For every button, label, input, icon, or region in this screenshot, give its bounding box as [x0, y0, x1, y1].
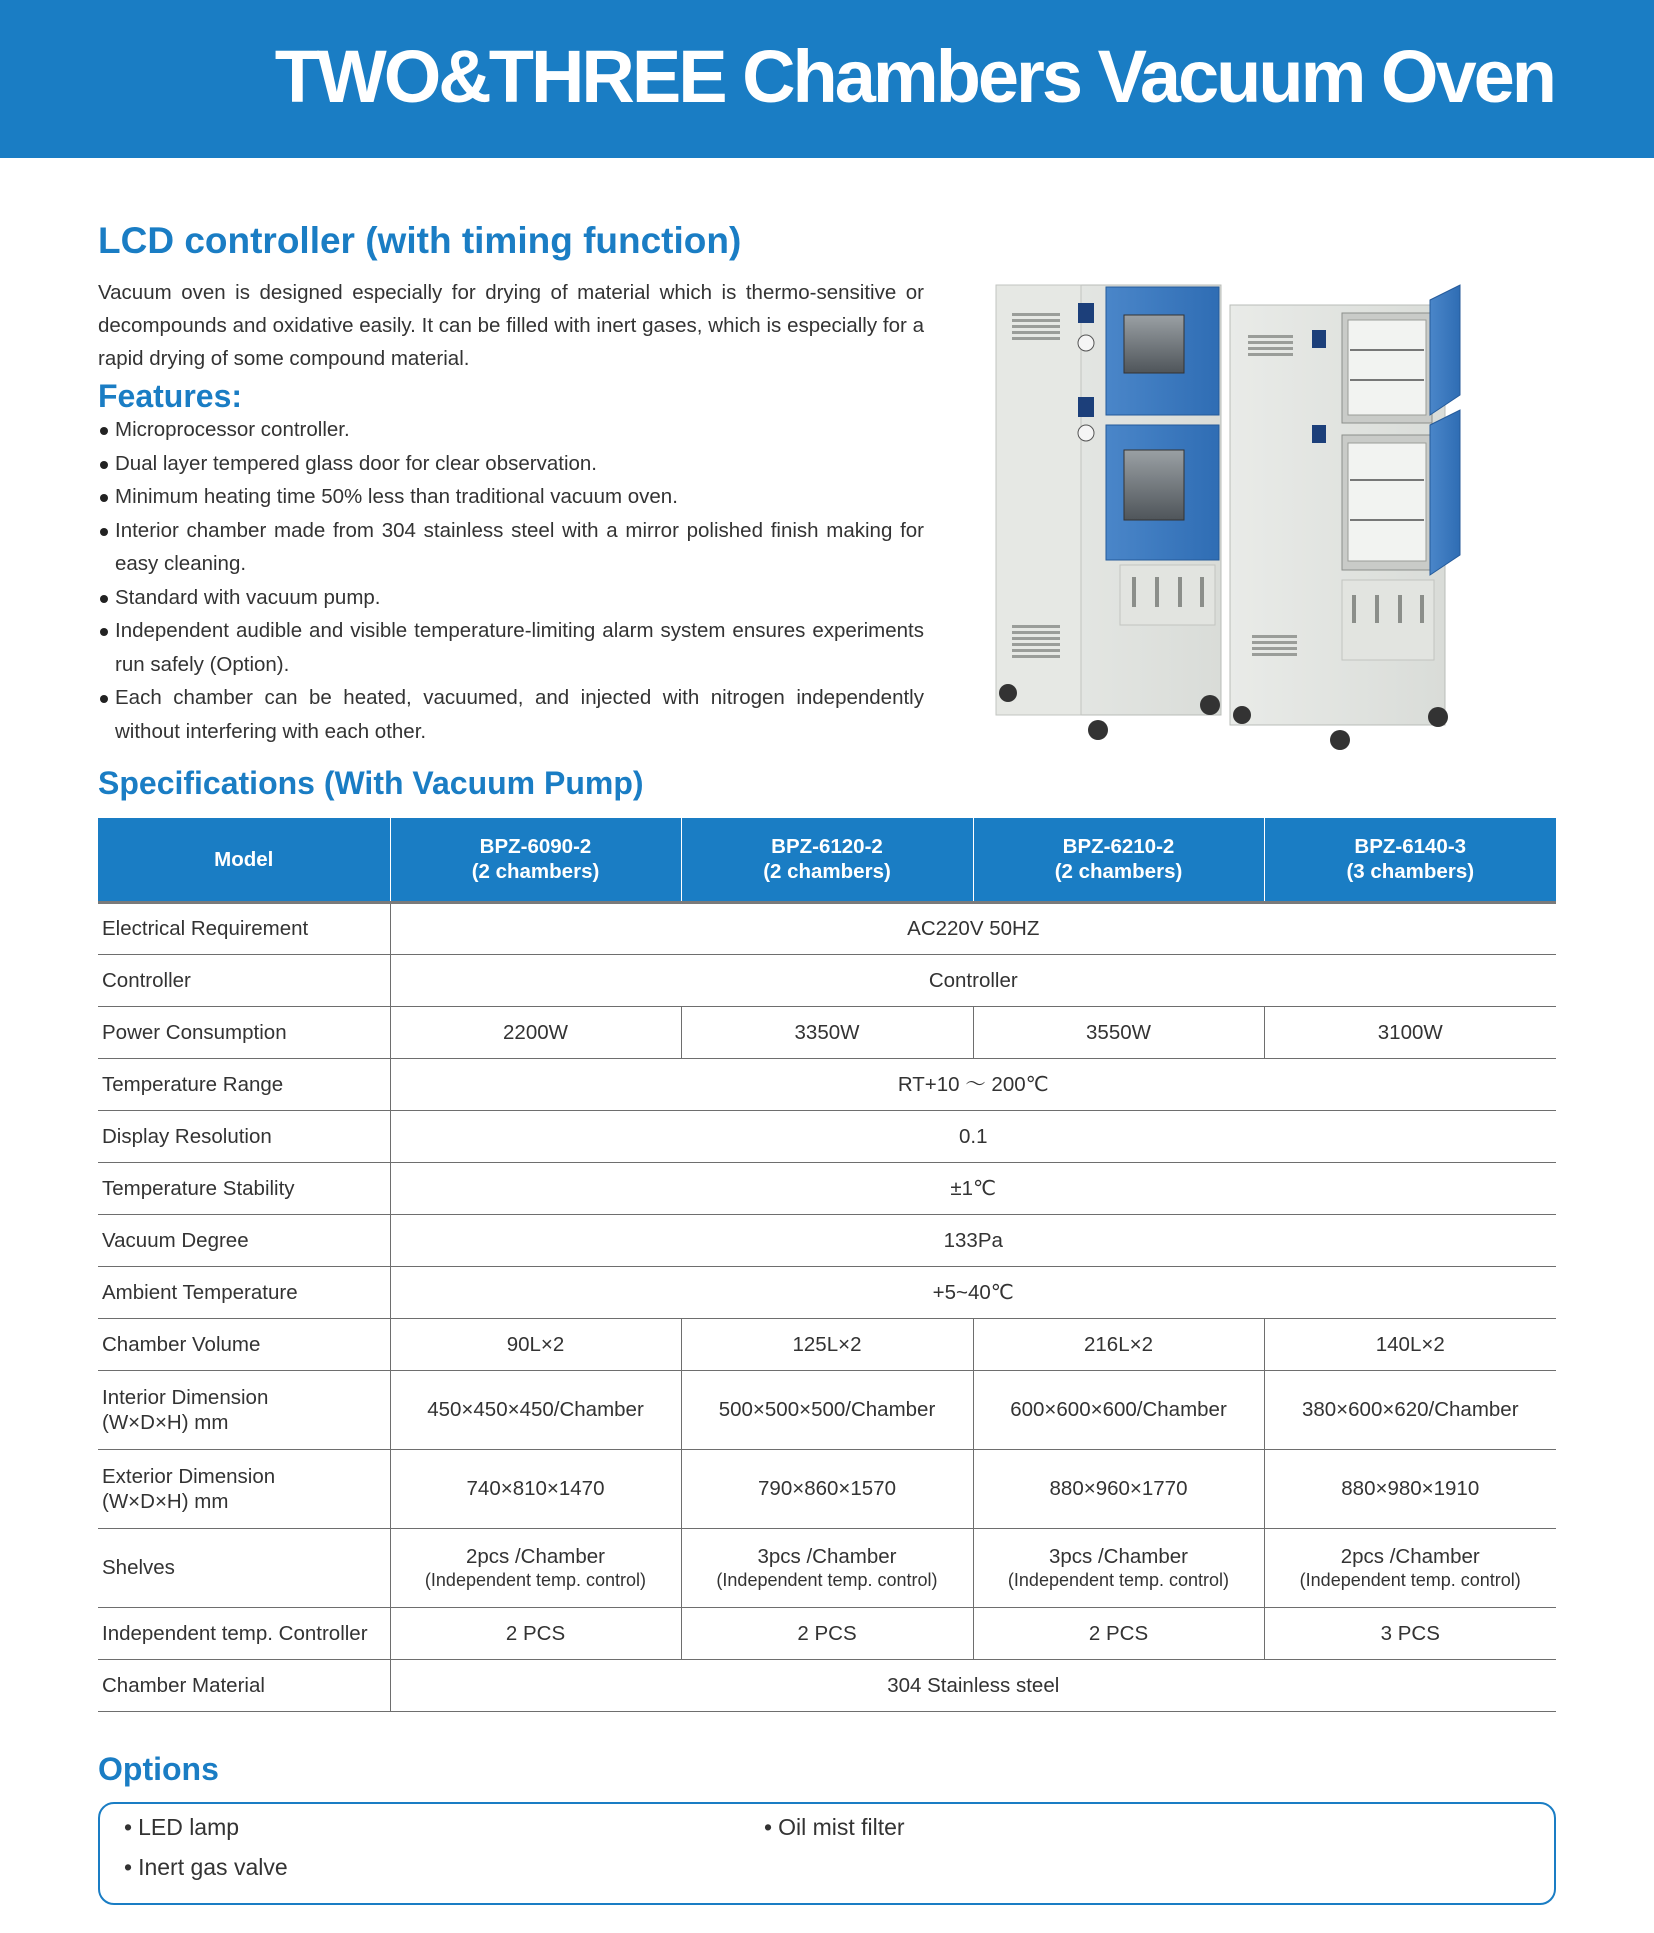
table-row — [98, 1214, 1556, 1266]
table-row — [98, 1006, 1556, 1058]
bullet-icon — [100, 461, 108, 469]
row-label: Exterior Dimension (W×D×H) mm — [98, 1449, 390, 1528]
specifications-table — [98, 818, 1556, 1712]
cell-value: 450×450×450/Chamber — [390, 1370, 681, 1449]
cell-value: 880×980×1910 — [1264, 1449, 1556, 1528]
feature-item: Minimum heating time 50% less than traditional vacuum oven. — [98, 480, 924, 514]
cell-value: 380×600×620/Chamber — [1264, 1370, 1556, 1449]
row-label: Electrical Requirement — [98, 902, 390, 954]
header-model-3: BPZ-6210-2 (2 chambers) — [973, 818, 1264, 902]
features-list — [98, 413, 924, 748]
row-label: Shelves — [98, 1528, 390, 1607]
option-item: • Oil mist filter — [764, 1814, 905, 1840]
cell-value: 0.1 — [390, 1110, 1556, 1162]
cell-value: RT+10 ～ 200℃ — [390, 1058, 1556, 1110]
option-item: • LED lamp — [124, 1814, 240, 1840]
bullet-icon — [100, 628, 108, 636]
table-row — [98, 954, 1556, 1006]
row-label: Interior Dimension (W×D×H) mm — [98, 1370, 390, 1449]
cell-value: 600×600×600/Chamber — [973, 1370, 1264, 1449]
cell-value: 140L×2 — [1264, 1318, 1556, 1370]
cell-value: AC220V 50HZ — [390, 902, 1556, 954]
table-row — [98, 1318, 1556, 1370]
table-header-row — [98, 818, 1556, 902]
title-banner — [0, 0, 1654, 158]
row-label: Independent temp. Controller — [98, 1607, 390, 1659]
row-label: Chamber Volume — [98, 1318, 390, 1370]
cell-value: 740×810×1470 — [390, 1449, 681, 1528]
options-box — [98, 1802, 1556, 1905]
cell-value: 790×860×1570 — [681, 1449, 973, 1528]
cell-value: ±1℃ — [390, 1162, 1556, 1214]
table-row — [98, 1266, 1556, 1318]
table-row — [98, 1110, 1556, 1162]
bullet-icon — [100, 528, 108, 536]
table-row — [98, 1370, 1556, 1449]
vacuum-oven-product-image — [990, 275, 1560, 755]
specifications-heading: Specifications (With Vacuum Pump) — [98, 765, 644, 801]
cell-value: 133Pa — [390, 1214, 1556, 1266]
cell-value: 3pcs /Chamber (Independent temp. control) — [681, 1528, 973, 1607]
cell-value: 304 Stainless steel — [390, 1659, 1556, 1711]
table-row — [98, 1607, 1556, 1659]
intro-paragraph: Vacuum oven is designed especially for drying of material which is thermo-sensitive or decompounds and oxidative easily. It can be filled with inert gases, which is especially for a rapid drying of some compound material. — [98, 281, 924, 370]
row-label: Chamber Material — [98, 1659, 390, 1711]
cell-value: +5~40℃ — [390, 1266, 1556, 1318]
table-row — [98, 1449, 1556, 1528]
cell-value: 125L×2 — [681, 1318, 973, 1370]
bullet-icon: • — [124, 1814, 133, 1840]
row-label: Temperature Stability — [98, 1162, 390, 1214]
feature-item: Standard with vacuum pump. — [98, 581, 924, 615]
row-label: Temperature Range — [98, 1058, 390, 1110]
row-label: Vacuum Degree — [98, 1214, 390, 1266]
row-label: Controller — [98, 954, 390, 1006]
options-heading: Options — [98, 1751, 219, 1787]
cell-value: 3550W — [973, 1006, 1264, 1058]
cell-value: 3100W — [1264, 1006, 1556, 1058]
cell-value: Controller — [390, 954, 1556, 1006]
bullet-icon — [100, 427, 108, 435]
page-title: TWO&THREE Chambers Vacuum Oven — [274, 35, 1554, 118]
header-model: Model — [98, 818, 390, 902]
feature-item: Microprocessor controller. — [98, 413, 924, 447]
cell-value: 2 PCS — [390, 1607, 681, 1659]
cell-value: 880×960×1770 — [973, 1449, 1264, 1528]
bullet-icon — [100, 595, 108, 603]
cell-value: 500×500×500/Chamber — [681, 1370, 973, 1449]
row-label: Ambient Temperature — [98, 1266, 390, 1318]
cell-value: 2 PCS — [681, 1607, 973, 1659]
feature-item: Independent audible and visible temperature-limiting alarm system ensures experiments run safely (Option). — [98, 614, 924, 681]
bullet-icon: • — [764, 1814, 773, 1840]
header-model-1: BPZ-6090-2 (2 chambers) — [390, 818, 681, 902]
cell-value: 90L×2 — [390, 1318, 681, 1370]
lcd-heading: LCD controller (with timing function) — [98, 220, 742, 261]
features-heading: Features: — [98, 378, 243, 414]
table-row — [98, 902, 1556, 954]
bullet-icon — [100, 494, 108, 502]
cell-value: 2 PCS — [973, 1607, 1264, 1659]
feature-item: Interior chamber made from 304 stainless steel with a mirror polished finish making for easy cleaning. — [98, 514, 924, 581]
header-model-2: BPZ-6120-2 (2 chambers) — [681, 818, 973, 902]
row-label: Power Consumption — [98, 1006, 390, 1058]
header-model-4: BPZ-6140-3 (3 chambers) — [1264, 818, 1556, 902]
option-item: • Inert gas valve — [124, 1854, 288, 1880]
table-row — [98, 1528, 1556, 1607]
table-row — [98, 1659, 1556, 1711]
cell-value: 3pcs /Chamber (Independent temp. control) — [973, 1528, 1264, 1607]
cell-value: 3350W — [681, 1006, 973, 1058]
row-label: Display Resolution — [98, 1110, 390, 1162]
cell-value: 2pcs /Chamber (Independent temp. control) — [390, 1528, 681, 1607]
oven-closed-icon — [996, 285, 1221, 740]
feature-item: Dual layer tempered glass door for clear observation. — [98, 447, 924, 481]
cell-value: 216L×2 — [973, 1318, 1264, 1370]
cell-value: 2pcs /Chamber (Independent temp. control) — [1264, 1528, 1556, 1607]
feature-item: Each chamber can be heated, vacuumed, and injected with nitrogen independently without interfering with each other. — [98, 681, 924, 748]
cell-value: 3 PCS — [1264, 1607, 1556, 1659]
bullet-icon: • — [124, 1854, 133, 1880]
cell-value: 2200W — [390, 1006, 681, 1058]
bullet-icon — [100, 695, 108, 703]
oven-open-icon — [1230, 285, 1460, 750]
table-row — [98, 1162, 1556, 1214]
table-row — [98, 1058, 1556, 1110]
